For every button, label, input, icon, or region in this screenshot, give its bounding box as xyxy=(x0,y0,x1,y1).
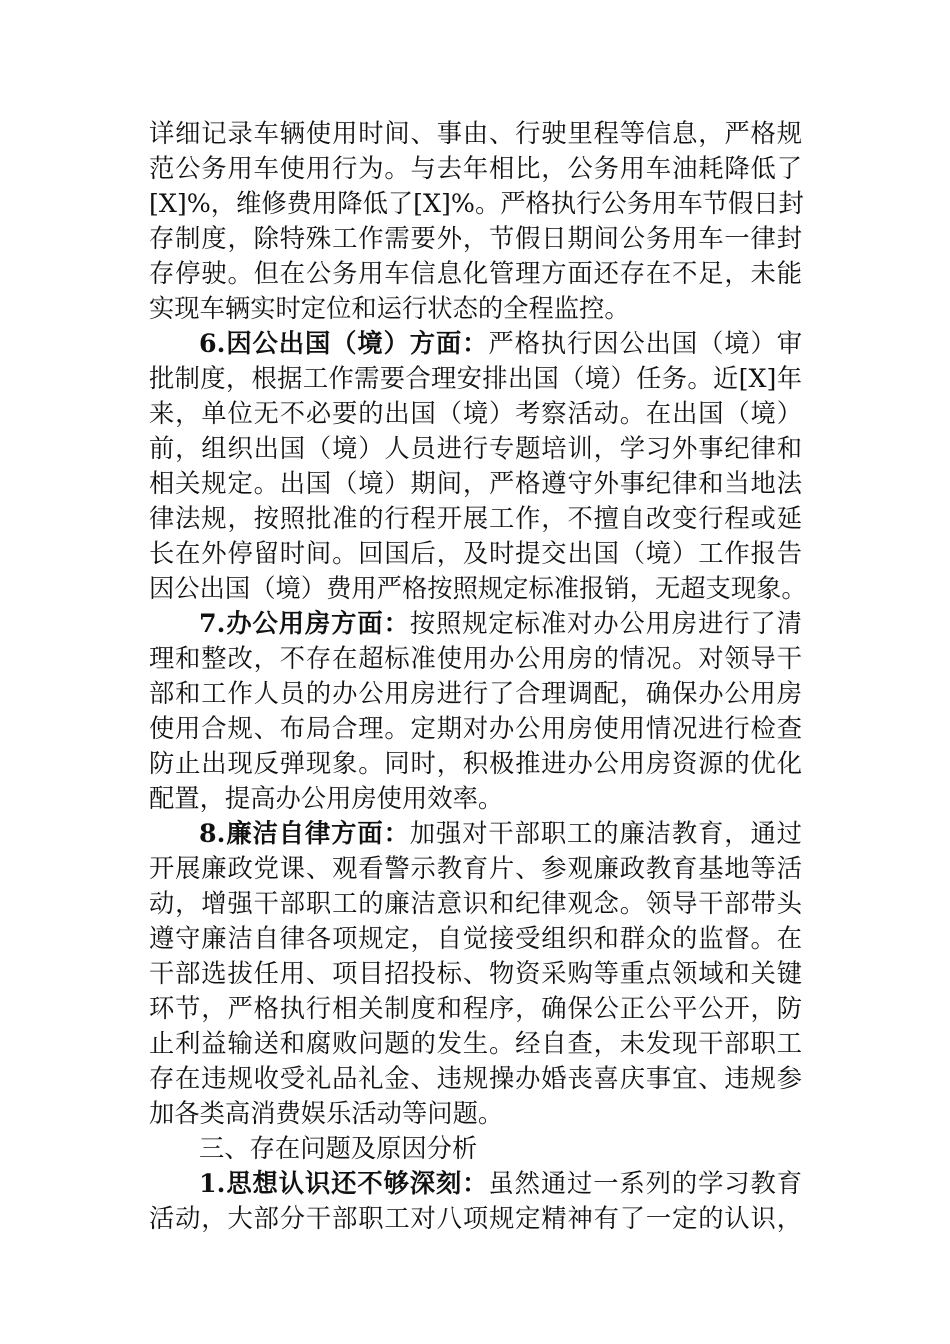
vehicle-paragraph-line: 存制度，除特殊工作需要外，节假日期间公务用车一律封 xyxy=(149,224,802,253)
section-3-1-paragraph xyxy=(149,1166,802,1236)
section-3-1-heading: 1.思想认识还不够深刻： xyxy=(199,1168,489,1198)
document-body xyxy=(149,116,807,1236)
section-6-line: 来，单位无不必要的出国（境）考察活动。在出国（境） xyxy=(149,399,802,428)
section-6-first-line xyxy=(149,326,802,361)
section-8-paragraph xyxy=(149,816,802,1131)
section-3-1-first-text: 虽然通过一系列的学习教育 xyxy=(488,1169,802,1198)
section-8-line: 遵守廉洁自律各项规定，自觉接受组织和群众的监督。在 xyxy=(149,924,802,953)
section-8-line: 存在违规收受礼品礼金、违规操办婚丧喜庆事宜、违规参 xyxy=(149,1064,802,1093)
section-8-line: 干部选拔任用、项目招投标、物资采购等重点领域和关键 xyxy=(149,959,802,988)
section-7-paragraph xyxy=(149,606,802,816)
section-6-paragraph xyxy=(149,326,807,606)
section-8-line: 动，增强干部职工的廉洁意识和纪律观念。领导干部带头 xyxy=(149,889,802,918)
section-8-heading: 8.廉洁自律方面： xyxy=(199,818,410,848)
vehicle-paragraph-line: 实现车辆实时定位和运行状态的全程监控。 xyxy=(149,294,630,323)
section-7-line: 部和工作人员的办公用房进行了合理调配，确保办公用房 xyxy=(149,679,802,708)
section-3-title: 三、存在问题及原因分析 xyxy=(199,1134,478,1163)
section-6-first-text: 严格执行因公出国（境）审 xyxy=(488,329,802,358)
section-6-line: 因公出国（境）费用严格按照规定标准报销，无超支现象。 xyxy=(149,574,807,603)
section-7-line: 理和整改，不存在超标准使用办公用房的情况。对领导干 xyxy=(149,644,802,673)
section-8-first-line xyxy=(149,816,802,851)
vehicle-paragraph-line: 详细记录车辆使用时间、事由、行驶里程等信息，严格规 xyxy=(149,119,802,148)
section-6-line: 相关规定。出国（境）期间，严格遵守外事纪律和当地法 xyxy=(149,469,802,498)
section-8-line: 开展廉政党课、观看警示教育片、参观廉政教育基地等活 xyxy=(149,854,802,883)
section-6-line: 批制度，根据工作需要合理安排出国（境）任务。近[X]年 xyxy=(149,364,802,393)
section-7-line: 防止出现反弹现象。同时，积极推进办公用房资源的优化 xyxy=(149,749,802,778)
vehicle-paragraph-line: 存停驶。但在公务用车信息化管理方面还存在不足，未能 xyxy=(149,259,802,288)
section-7-first-text: 按照规定标准对办公用房进行了清 xyxy=(409,609,802,638)
section-7-line: 配置，提高办公用房使用效率。 xyxy=(149,784,504,813)
section-7-first-line xyxy=(149,606,802,641)
vehicle-paragraph-line: [X]%，维修费用降低了[X]%。严格执行公务用车节假日封 xyxy=(149,189,804,218)
section-8-first-text: 加强对干部职工的廉洁教育，通过 xyxy=(409,819,802,848)
section-3-1-line: 活动，大部分干部职工对八项规定精神有了一定的认识， xyxy=(149,1204,802,1233)
section-6-line: 前，组织出国（境）人员进行专题培训，学习外事纪律和 xyxy=(149,434,802,463)
section-7-line: 使用合规、布局合理。定期对办公用房使用情况进行检查 xyxy=(149,714,802,743)
vehicle-paragraph xyxy=(149,116,802,326)
section-6-heading: 6.因公出国（境）方面： xyxy=(199,328,489,358)
section-8-line: 环节，严格执行相关制度和程序，确保公正公平公开，防 xyxy=(149,994,802,1023)
section-6-line: 长在外停留时间。回国后，及时提交出国（境）工作报告 xyxy=(149,539,802,568)
section-6-line: 律法规，按照批准的行程开展工作，不擅自改变行程或延 xyxy=(149,504,802,533)
vehicle-paragraph-line: 范公务用车使用行为。与去年相比，公务用车油耗降低了 xyxy=(149,154,802,183)
section-8-line: 止利益输送和腐败问题的发生。经自查，未发现干部职工 xyxy=(149,1029,802,1058)
section-3-1-first-line xyxy=(149,1166,802,1201)
section-8-line: 加各类高消费娱乐活动等问题。 xyxy=(149,1099,504,1128)
section-7-heading: 7.办公用房方面： xyxy=(199,608,410,638)
